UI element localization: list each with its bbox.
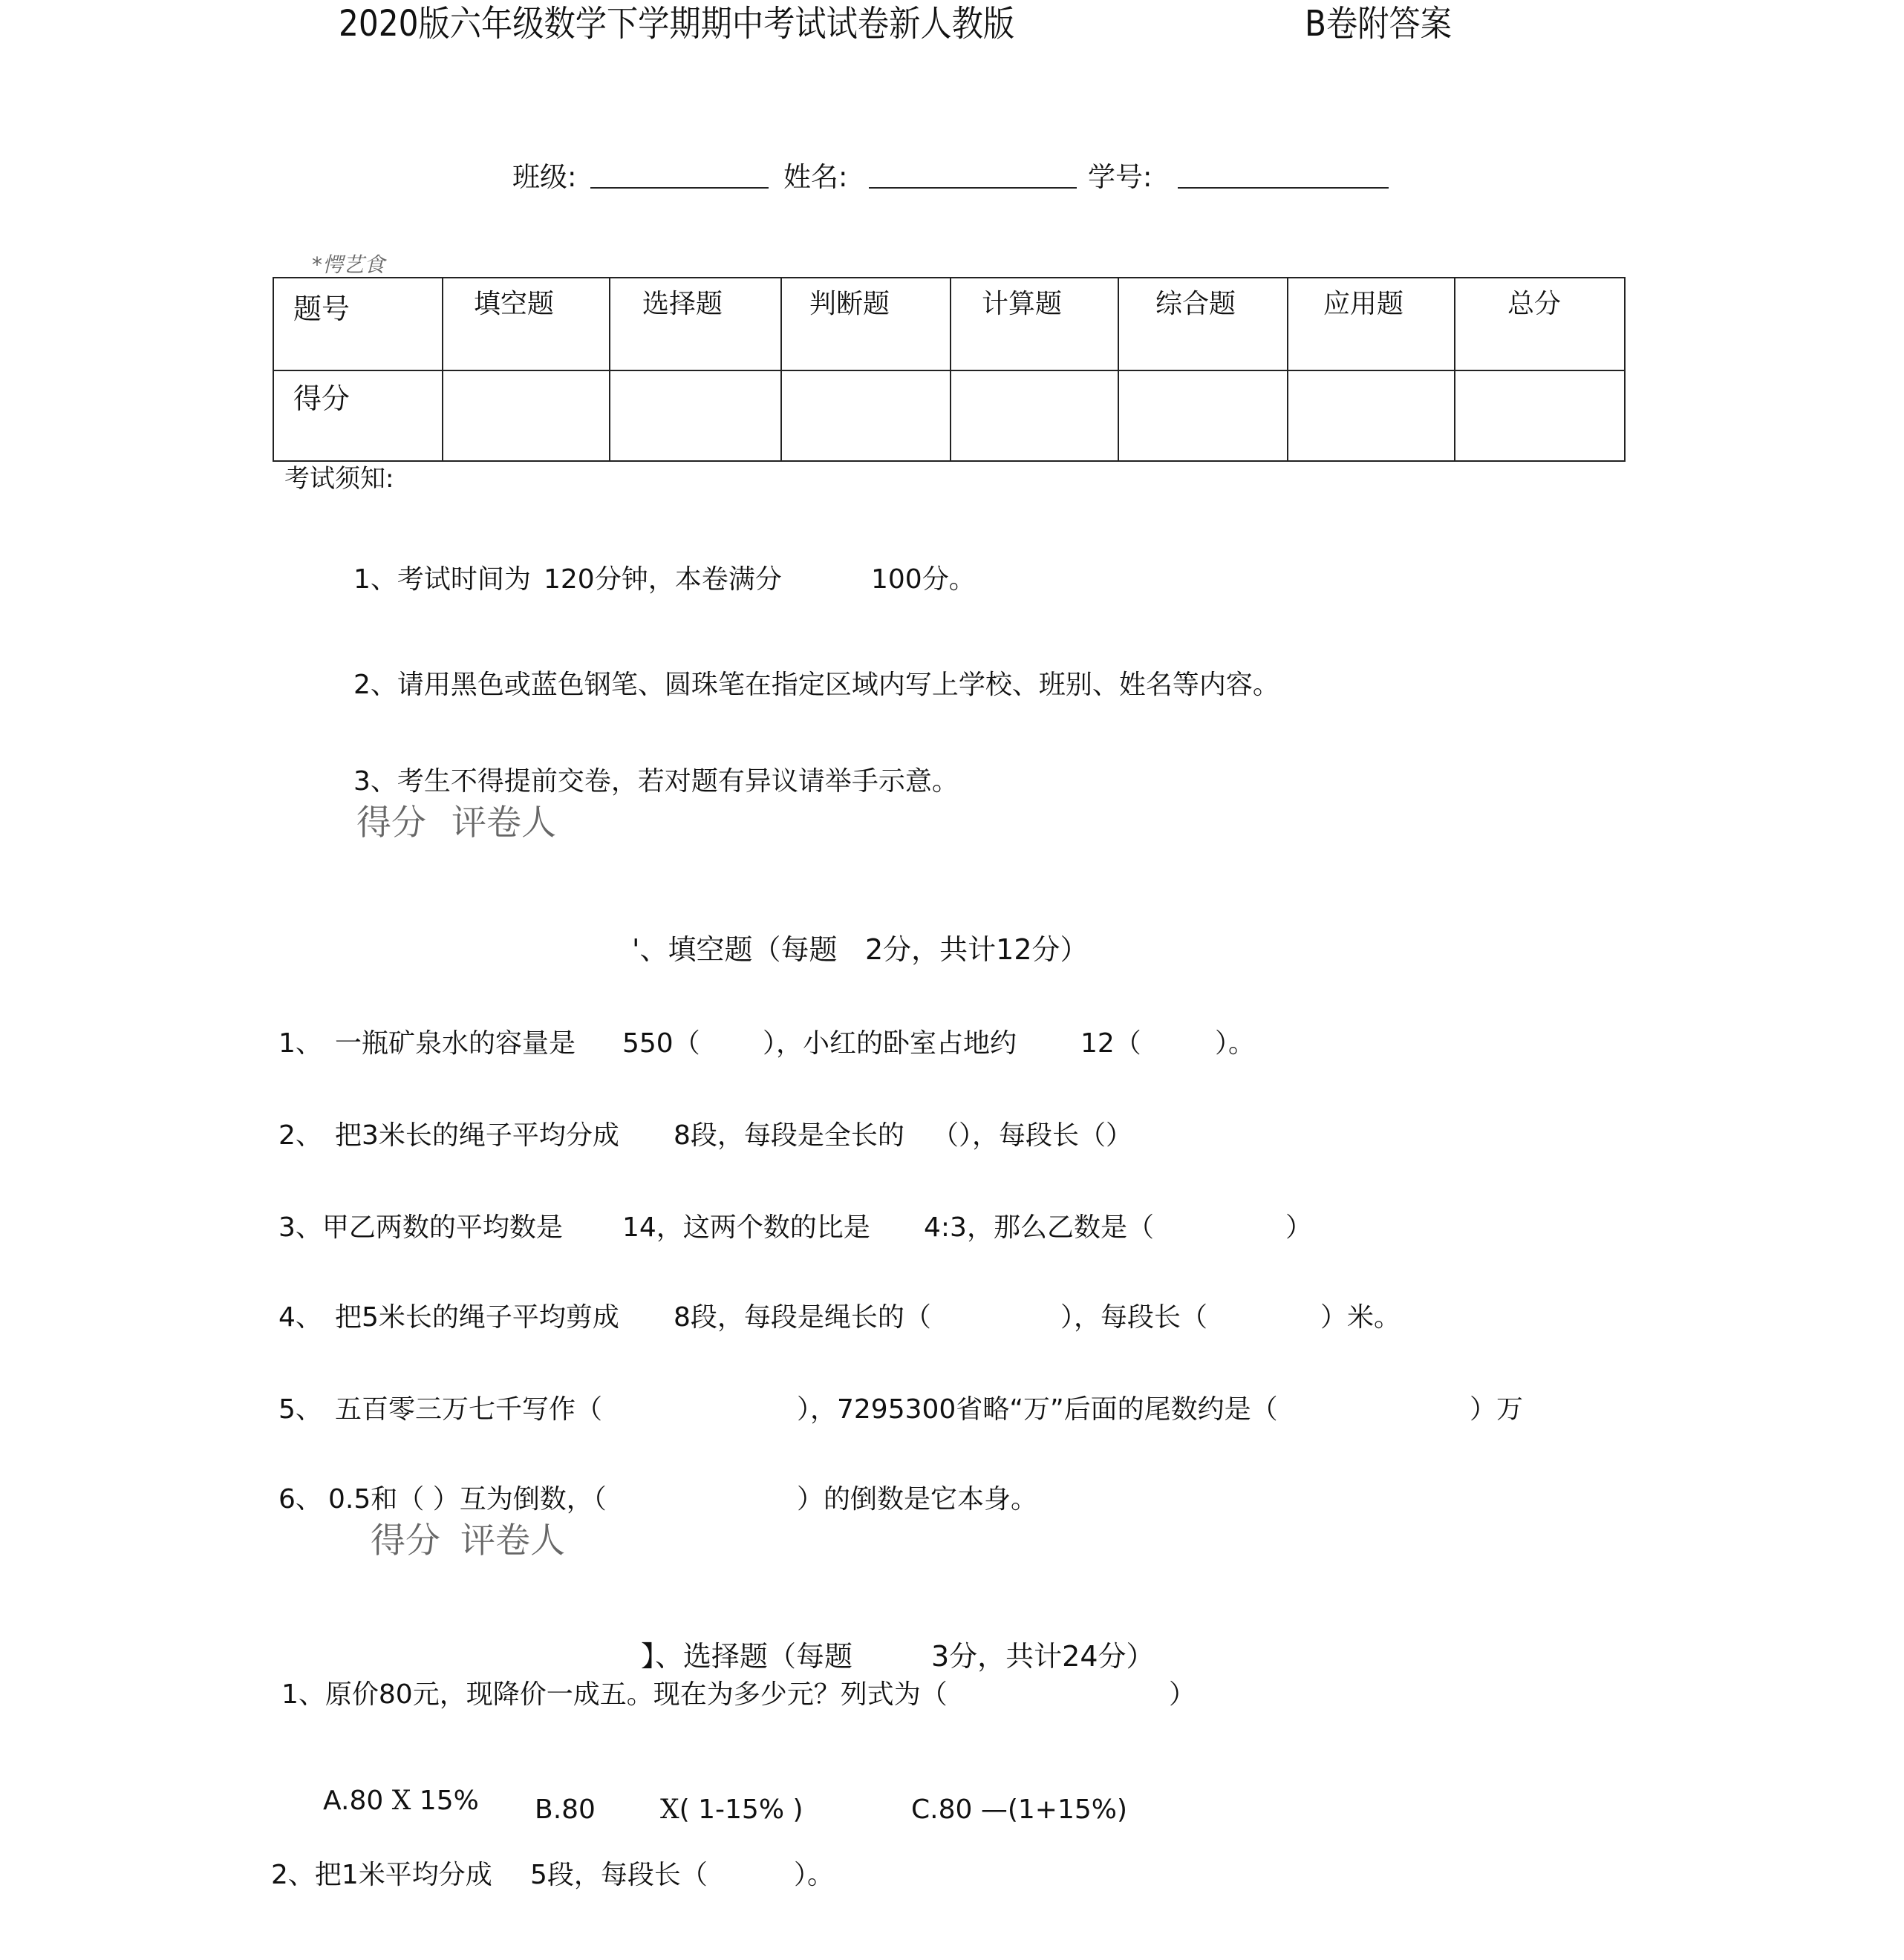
- table-col-divider: [273, 277, 274, 462]
- option-b-expression: [660, 1794, 803, 1825]
- name-field[interactable]: [869, 187, 1077, 189]
- question-text: 一瓶矿泉水的容量是: [335, 1028, 576, 1059]
- score-cell-choice[interactable]: [610, 371, 780, 460]
- question-text: 把3米长的绳子平均分成: [335, 1120, 619, 1151]
- page-title-suffix: B卷附答案: [1305, 3, 1452, 45]
- table-col-header: 计算题: [982, 289, 1063, 319]
- multiply-sign: X: [391, 1786, 411, 1816]
- grader-score-label: 得分: [371, 1520, 440, 1561]
- table-header-label: 题号: [293, 293, 351, 325]
- score-cell-total[interactable]: [1455, 371, 1623, 460]
- notice-item-1-part: 100分。: [871, 564, 976, 595]
- notice-item-1: 1、考试时间为: [353, 564, 531, 595]
- table-col-header: 填空题: [474, 289, 555, 319]
- option-a[interactable]: [323, 1788, 479, 1814]
- question-number: 2、: [278, 1120, 322, 1151]
- question-text: 8段，每段是全长的: [674, 1120, 904, 1151]
- question-text: 2、把1米平均分成: [271, 1860, 492, 1890]
- table-col-header: 综合题: [1155, 289, 1236, 319]
- notice-item-3: 3、考生不得提前交卷，若对题有异议请举手示意。: [353, 766, 959, 797]
- question-number: 6、: [278, 1484, 322, 1515]
- notice-item-1-part: 120分钟，本卷满分: [544, 564, 782, 595]
- table-col-header: 总分: [1507, 289, 1562, 319]
- option-b[interactable]: B.80: [535, 1794, 596, 1825]
- table-border-bottom: [273, 460, 1625, 462]
- table-border-top: [273, 277, 1625, 278]
- option-b-text: ( 1-15% ): [679, 1794, 803, 1825]
- question-number: 5、: [278, 1394, 322, 1425]
- question-number: 4、: [278, 1302, 322, 1333]
- question-text: 4:3，那么乙数是（: [924, 1212, 1154, 1243]
- question-text: 550（: [622, 1028, 700, 1059]
- question-text: ）: [1169, 1679, 1196, 1710]
- question-text: 14，这两个数的比是: [622, 1212, 870, 1243]
- table-score-label: 得分: [293, 382, 351, 415]
- question-text: 五百零三万七千写作（: [335, 1394, 603, 1425]
- question-text: ）。: [1215, 1028, 1256, 1059]
- notice-heading: 考试须知:: [284, 464, 394, 494]
- question-text: ），7295300省略“万”后面的尾数约是（: [797, 1394, 1278, 1425]
- question-text: 1、原价80元，现降价一成五。现在为多少元？列式为（: [281, 1679, 948, 1710]
- table-col-header: 选择题: [642, 289, 723, 319]
- class-label: 班级:: [512, 161, 577, 193]
- question-text: ），小红的卧室占地约: [763, 1028, 1017, 1059]
- name-label: 姓名:: [783, 161, 848, 193]
- question-text: 8段，每段是绳长的（: [674, 1302, 931, 1333]
- stamp-text: *愕艺食: [312, 252, 385, 277]
- notice-item-2: 2、请用黑色或蓝色钢笔、圆珠笔在指定区域内写上学校、班别、姓名等内容。: [353, 670, 1279, 700]
- question-text: 0.5和（ ）互为倒数，（: [328, 1484, 607, 1515]
- question-text: 12（: [1080, 1028, 1141, 1059]
- student-id-label: 学号:: [1088, 161, 1152, 193]
- table-col-header: 判断题: [809, 289, 890, 319]
- grader-score-label: 得分: [356, 803, 426, 843]
- question-text: ）万: [1470, 1394, 1524, 1425]
- class-field[interactable]: [590, 187, 769, 189]
- question-text: 3、甲乙两数的平均数是: [278, 1212, 563, 1243]
- student-id-field[interactable]: [1178, 187, 1389, 189]
- question-text: ）的倒数是它本身。: [797, 1484, 1038, 1515]
- question-text: ）: [1285, 1212, 1313, 1243]
- section2-heading: 】、选择题（每题: [641, 1640, 853, 1673]
- option-a-text: A.80: [323, 1786, 392, 1816]
- table-col-header: 应用题: [1323, 289, 1404, 319]
- option-c[interactable]: C.80 —(1+15%): [911, 1794, 1128, 1825]
- multiply-sign: X: [660, 1794, 679, 1825]
- grader-name-label: 评卷人: [460, 1520, 565, 1561]
- question-text: （），每段长（）: [932, 1120, 1133, 1151]
- question-text: 5段，每段长（: [530, 1860, 708, 1890]
- question-text: ）。: [794, 1860, 835, 1890]
- question-number: 1、: [278, 1028, 322, 1059]
- section1-heading-score: 2分，共计12分）: [865, 933, 1089, 966]
- score-cell-application[interactable]: [1288, 371, 1453, 460]
- grader-name-label: 评卷人: [451, 803, 556, 843]
- page-title: 2020版六年级数学下学期期中考试试卷新人教版: [339, 3, 1015, 45]
- question-text: ）米。: [1320, 1302, 1401, 1333]
- section1-heading: '、填空题（每题: [632, 933, 838, 966]
- score-cell-comprehensive[interactable]: [1119, 371, 1286, 460]
- question-text: ），每段长（: [1060, 1302, 1208, 1333]
- table-col-divider: [1624, 277, 1626, 462]
- section2-heading-score: 3分，共计24分）: [931, 1640, 1155, 1673]
- score-cell-judgement[interactable]: [782, 371, 949, 460]
- score-cell-calculation[interactable]: [951, 371, 1117, 460]
- question-text: 把5米长的绳子平均剪成: [335, 1302, 619, 1333]
- score-cell-fill-blank[interactable]: [443, 371, 608, 460]
- option-a-text: 15%: [411, 1786, 479, 1816]
